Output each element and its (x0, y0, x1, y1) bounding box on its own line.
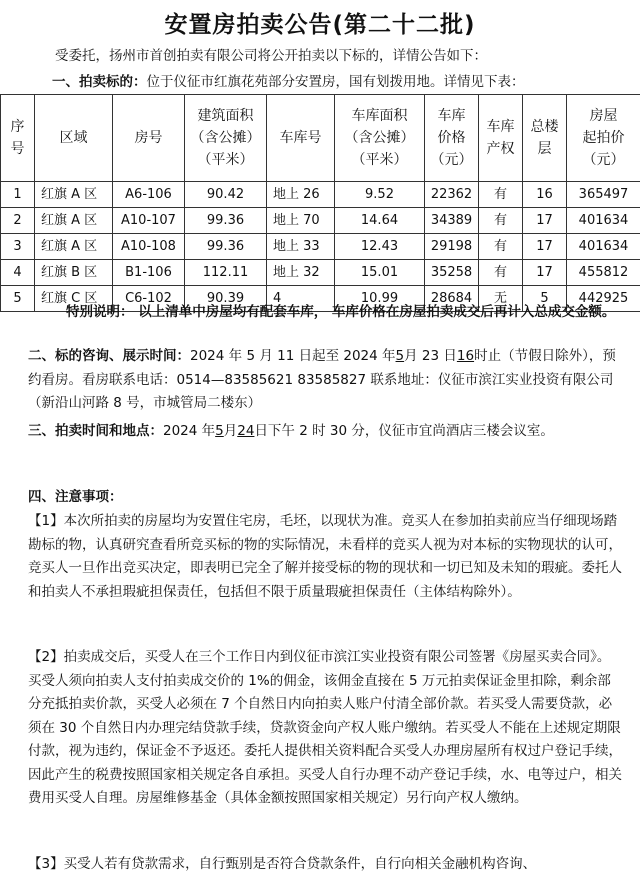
table-header-row (1, 95, 640, 182)
page-title: 安置房拍卖公告(第二十二批) (164, 12, 476, 38)
table-cell: 无 (479, 286, 523, 312)
table-cell: A6-106 (113, 182, 185, 208)
intro-text: 受委托，扬州市首创拍卖有限公司将公开拍卖以下标的，详情公告如下： (55, 48, 487, 64)
section1-heading: 一、拍卖标的： (52, 74, 147, 90)
table-cell: 12.43 (335, 234, 425, 260)
header-line: 房号 (134, 130, 163, 146)
section2-t3: 时止（节假日除外），预约看房。看房联系电话：0514—83585621 83585827 联系地址：仪征市滨江实业投资有限公司（新沿山河路 8 号，市城管局二楼东） (28, 348, 616, 411)
table-cell: 4 (267, 286, 335, 312)
header-line: 层 (537, 141, 552, 157)
header-line: 车库 (437, 108, 466, 124)
header-line: （含公摊） (190, 130, 261, 146)
table-row (1, 234, 640, 260)
table-cell: 地上 33 (267, 234, 335, 260)
table-cell: 地上 26 (267, 182, 335, 208)
table-cell: 34389 (425, 208, 479, 234)
table-cell: 2 (1, 208, 35, 234)
section2-heading: 二、标的咨询、展示时间： (28, 348, 190, 364)
table-cell: 地上 70 (267, 208, 335, 234)
table-cell: 90.42 (185, 182, 267, 208)
table-cell: 17 (523, 260, 567, 286)
section2-month: 5 (395, 348, 405, 364)
notice-item-3: 【3】买受人若有贷款需求，自行甄别是否符合贷款条件，自行向相关金融机构咨询、 (28, 856, 537, 872)
header-line: 车库号 (279, 130, 322, 146)
section3-day: 24 (237, 423, 255, 439)
table-header-cell (335, 95, 425, 182)
table-cell: 35258 (425, 260, 479, 286)
table-cell: 5 (1, 286, 35, 312)
header-line: （元） (430, 152, 473, 168)
header-line: 价格 (437, 130, 466, 146)
table-header-cell (185, 95, 267, 182)
header-line: 产权 (486, 141, 515, 157)
table-cell: 28684 (425, 286, 479, 312)
notice-item-2: 【2】拍卖成交后，买受人在三个工作日内到仪征市滨江实业投资有限公司签署《房屋买卖合同》。买受人须向拍卖人支付拍卖成交价的 1%的佣金，该佣金直接在 5 万元拍卖保证金里扣除，剩余部分充抵拍卖价款，买受人必须在 7 个自然日内向拍卖人账户付清全部价款。若买受人需要贷款，必须在 30 个自然日内办理完结贷款手续，贷款资金向产权人账户缴纳。若买受人不能在上述规定期限付款，视为违约，保证金不予返还。委托人提供相关资料配合买受人办理房屋所有权过户登记手续，因此产生的税费按照国家相关规定各自承担。买受人自行办理不动产登记手续，水、电等过户，相关费用买受人自理。房屋维修基金（具体金额按照国家相关规定）另行向产权人缴纳。 (28, 649, 622, 806)
table-row (1, 208, 640, 234)
special-note: 特别说明： 以上清单中房屋均有配套车库， 车库价格在房屋拍卖成交后再计入总成交金额。 (66, 304, 616, 320)
table-cell: 3 (1, 234, 35, 260)
header-line: （元） (582, 152, 625, 168)
header-line: 总楼 (530, 119, 559, 135)
table-cell: 有 (479, 260, 523, 286)
table-cell: 红旗 A 区 (35, 182, 113, 208)
table-cell: 14.64 (335, 208, 425, 234)
section3-heading: 三、拍卖时间和地点： (28, 423, 163, 439)
table-cell: B1-106 (113, 260, 185, 286)
table-header-cell (113, 95, 185, 182)
table-cell: 112.11 (185, 260, 267, 286)
table-cell: 401634 (567, 234, 640, 260)
table-cell: A10-107 (113, 208, 185, 234)
section2-t1: 2024 年 5 月 11 日起至 2024 年 (190, 348, 396, 364)
table-cell: 90.39 (185, 286, 267, 312)
table-cell: 15.01 (335, 260, 425, 286)
header-line: 房屋 (589, 108, 618, 124)
section2 (28, 345, 622, 416)
table-cell: 红旗 B 区 (35, 260, 113, 286)
table-cell: 99.36 (185, 208, 267, 234)
table-cell: 地上 32 (267, 260, 335, 286)
table-cell: 有 (479, 182, 523, 208)
header-line: （含公摊） (344, 130, 415, 146)
header-line: 车库面积 (351, 108, 408, 124)
table-cell: 17 (523, 234, 567, 260)
section1-line (52, 70, 525, 94)
table-header-cell (267, 95, 335, 182)
section1-text: 位于仪征市红旗花苑部分安置房，国有划拨用地。详情见下表： (146, 74, 525, 90)
table-cell: 99.36 (185, 234, 267, 260)
table-cell: 29198 (425, 234, 479, 260)
notice-item-1: 【1】本次所拍卖的房屋均为安置住宅房，毛坯，以现状为准。竞买人在参加拍卖前应当仔细现场踏勘标的物，认真研究查看所竞买标的物的实际情况，未看样的竞买人视为对本标的实物现状的认可，竞买人一旦作出竞买决定，即表明已完全了解并接受标的物的现状和一切已知及未知的瑕疵。委托人和拍卖人不承担瑕疵担保责任，包括但不限于质量瑕疵担保责任（主体结构除外）。 (28, 513, 622, 600)
table-cell: 22362 (425, 182, 479, 208)
header-line: 建筑面积 (197, 108, 254, 124)
table-cell: 10.99 (335, 286, 425, 312)
table-cell: 红旗 A 区 (35, 234, 113, 260)
table-cell: C6-102 (113, 286, 185, 312)
section3-t3: 日下午 2 时 30 分，仪征市宜尚酒店三楼会议室。 (254, 423, 554, 439)
property-table (0, 94, 640, 312)
table-cell: 5 (523, 286, 567, 312)
table-cell: 16 (523, 182, 567, 208)
table-cell: 442925 (567, 286, 640, 312)
table-header-cell (567, 95, 640, 182)
table-cell: 红旗 A 区 (35, 208, 113, 234)
table-row (1, 182, 640, 208)
table-header-cell (35, 95, 113, 182)
header-line: （平米） (351, 152, 408, 168)
table-cell: 401634 (567, 208, 640, 234)
section4-heading: 四、注意事项： (28, 489, 123, 505)
table-header-cell (479, 95, 523, 182)
header-line: 区域 (59, 130, 88, 146)
section2-hour: 16 (456, 348, 475, 364)
table-header-cell (523, 95, 567, 182)
table-cell: 红旗 C 区 (35, 286, 113, 312)
table-cell: 有 (479, 208, 523, 234)
section3-month: 5 (215, 423, 224, 439)
table-header-cell (425, 95, 479, 182)
header-line: （平米） (197, 152, 254, 168)
header-line: 序 (10, 119, 25, 135)
table-cell: 455812 (567, 260, 640, 286)
header-line: 号 (10, 141, 25, 157)
table-header-cell (1, 95, 35, 182)
section2-t2: 月 23 日 (404, 348, 457, 364)
table-cell: 4 (1, 260, 35, 286)
table-cell: 1 (1, 182, 35, 208)
table-cell: A10-108 (113, 234, 185, 260)
table-row (1, 260, 640, 286)
table-cell: 有 (479, 234, 523, 260)
table-cell: 9.52 (335, 182, 425, 208)
section3-t1: 2024 年 (163, 423, 216, 439)
table-cell: 17 (523, 208, 567, 234)
section3-t2: 月 (223, 423, 238, 439)
header-line: 起拍价 (582, 130, 625, 146)
section3 (28, 420, 622, 444)
table-body (1, 182, 640, 312)
table-cell: 365497 (567, 182, 640, 208)
header-line: 车库 (486, 119, 515, 135)
